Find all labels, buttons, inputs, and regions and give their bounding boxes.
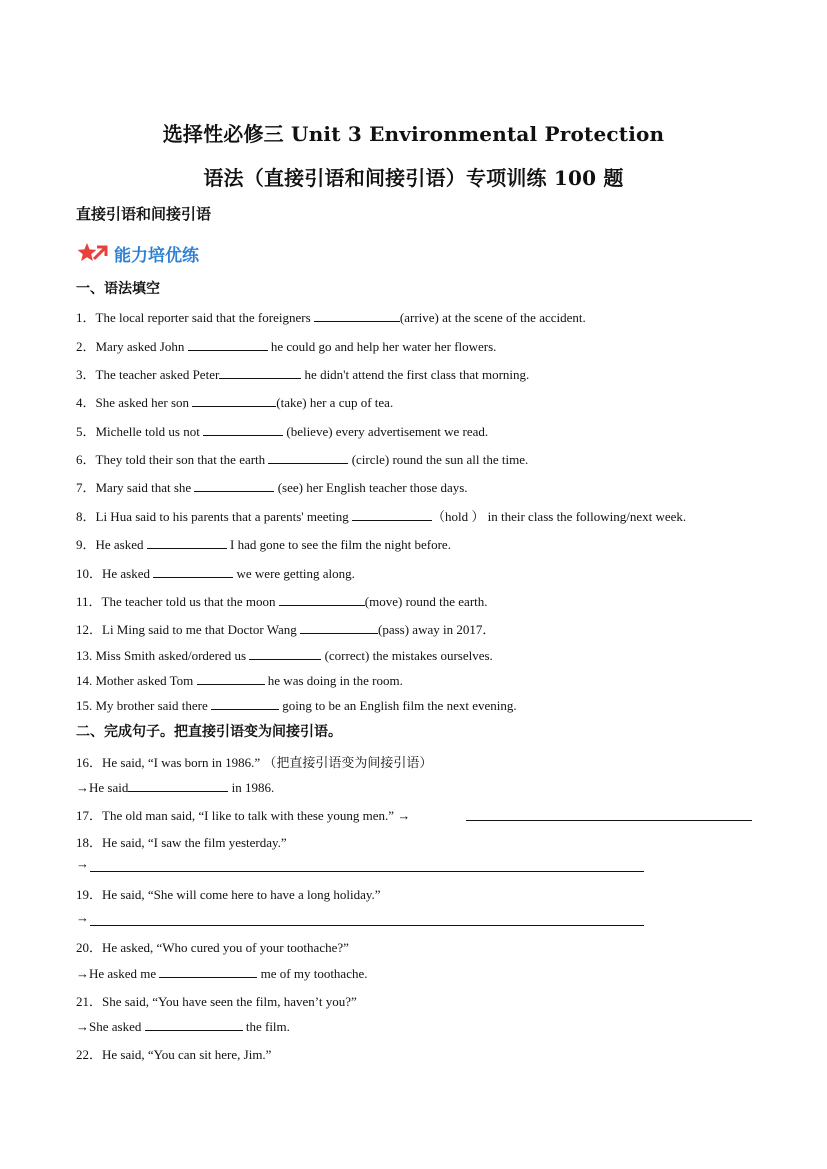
list-item: 8．Li Hua said to his parents that a parents' meeting （hold ） in their class the following/next week. [76, 509, 687, 524]
arrow-label: → [76, 910, 89, 925]
answer-rule-19[interactable] [90, 925, 644, 926]
page-title-line2: 语法（直接引语和间接引语）专项训练 100 题 [203, 166, 624, 190]
question-22: 22．He said, “You can sit here, Jim.” [76, 1047, 272, 1062]
answer-blank[interactable] [197, 672, 265, 685]
answer-blank[interactable] [194, 479, 274, 492]
list-item: 2．Mary asked John he could go and help her water her flowers. [76, 339, 497, 354]
list-item: 13. Miss Smith asked/ordered us (correct) the mistakes ourselves. [76, 648, 493, 663]
list-item: 10．He asked we were getting along. [76, 566, 355, 581]
question-16: 16．He said, “I was born in 1986.” （把直接引语变为间接引语） [76, 755, 433, 770]
arrow-label: → [76, 856, 89, 871]
answer-line-16: →He said in 1986. [76, 780, 275, 795]
answer-blank[interactable] [249, 647, 321, 660]
question-19: 19．He said, “She will come here to have a long holiday.” [76, 887, 381, 902]
banner-label: 能力培优练 [114, 245, 199, 266]
answer-blank[interactable] [153, 565, 233, 578]
list-item: 3．The teacher asked Peter he didn't attend the first class that morning. [76, 367, 530, 382]
answer-blank[interactable] [300, 621, 378, 634]
answer-blank[interactable] [147, 536, 227, 549]
list-item: 12．Li Ming said to me that Doctor Wang (pass) away in 2017． [76, 622, 496, 637]
answer-blank[interactable] [279, 593, 365, 606]
question-20: 20．He asked, “Who cured you of your toothache?” [76, 940, 349, 955]
list-item: 11．The teacher told us that the moon (move) round the earth. [76, 594, 488, 609]
list-item: 4．She asked her son (take) her a cup of tea. [76, 395, 394, 410]
answer-line-20: →He asked me me of my toothache. [76, 966, 368, 981]
list-item: 6．They told their son that the earth (circle) round the sun all the time. [76, 452, 529, 467]
subheading: 直接引语和间接引语 [76, 205, 212, 223]
answer-blank[interactable] [128, 779, 228, 792]
question-21: 21．She said, “You have seen the film, haven’t you?” [76, 994, 357, 1009]
list-item: 15. My brother said there going to be an English film the next evening. [76, 698, 517, 713]
section2-heading: 二、完成句子。把直接引语变为间接引语。 [76, 724, 342, 740]
list-item: 14. Mother asked Tom he was doing in the room. [76, 673, 403, 688]
list-item: 5．Michelle told us not (believe) every advertisement we read. [76, 424, 489, 439]
ability-banner [76, 240, 199, 266]
answer-blank[interactable] [219, 366, 301, 379]
answer-blank[interactable] [268, 451, 348, 464]
star-arrow-icon [76, 241, 110, 265]
list-item: 7．Mary said that she (see) her English teacher those days. [76, 480, 468, 495]
answer-blank[interactable] [211, 697, 279, 710]
question-18: 18．He said, “I saw the film yesterday.” [76, 835, 287, 850]
answer-blank[interactable] [314, 309, 400, 322]
answer-blank[interactable] [192, 394, 276, 407]
list-item: 9．He asked I had gone to see the film the night before. [76, 537, 451, 552]
answer-blank[interactable] [159, 965, 257, 978]
answer-blank[interactable] [352, 508, 432, 521]
section1-heading: 一、语法填空 [76, 281, 160, 297]
answer-rule-17[interactable] [466, 820, 752, 821]
list-item: 1．The local reporter said that the foreigners (arrive) at the scene of the accident. [76, 310, 586, 325]
answer-blank[interactable] [188, 338, 268, 351]
question-17: 17．The old man said, “I like to talk with these young men.” → [76, 808, 411, 823]
answer-rule-18[interactable] [90, 871, 644, 872]
answer-line-21: →She asked the film. [76, 1019, 290, 1034]
page-title-line1: 选择性必修三 Unit 3 Environmental Protection [162, 122, 665, 146]
answer-blank[interactable] [145, 1018, 243, 1031]
answer-blank[interactable] [203, 423, 283, 436]
